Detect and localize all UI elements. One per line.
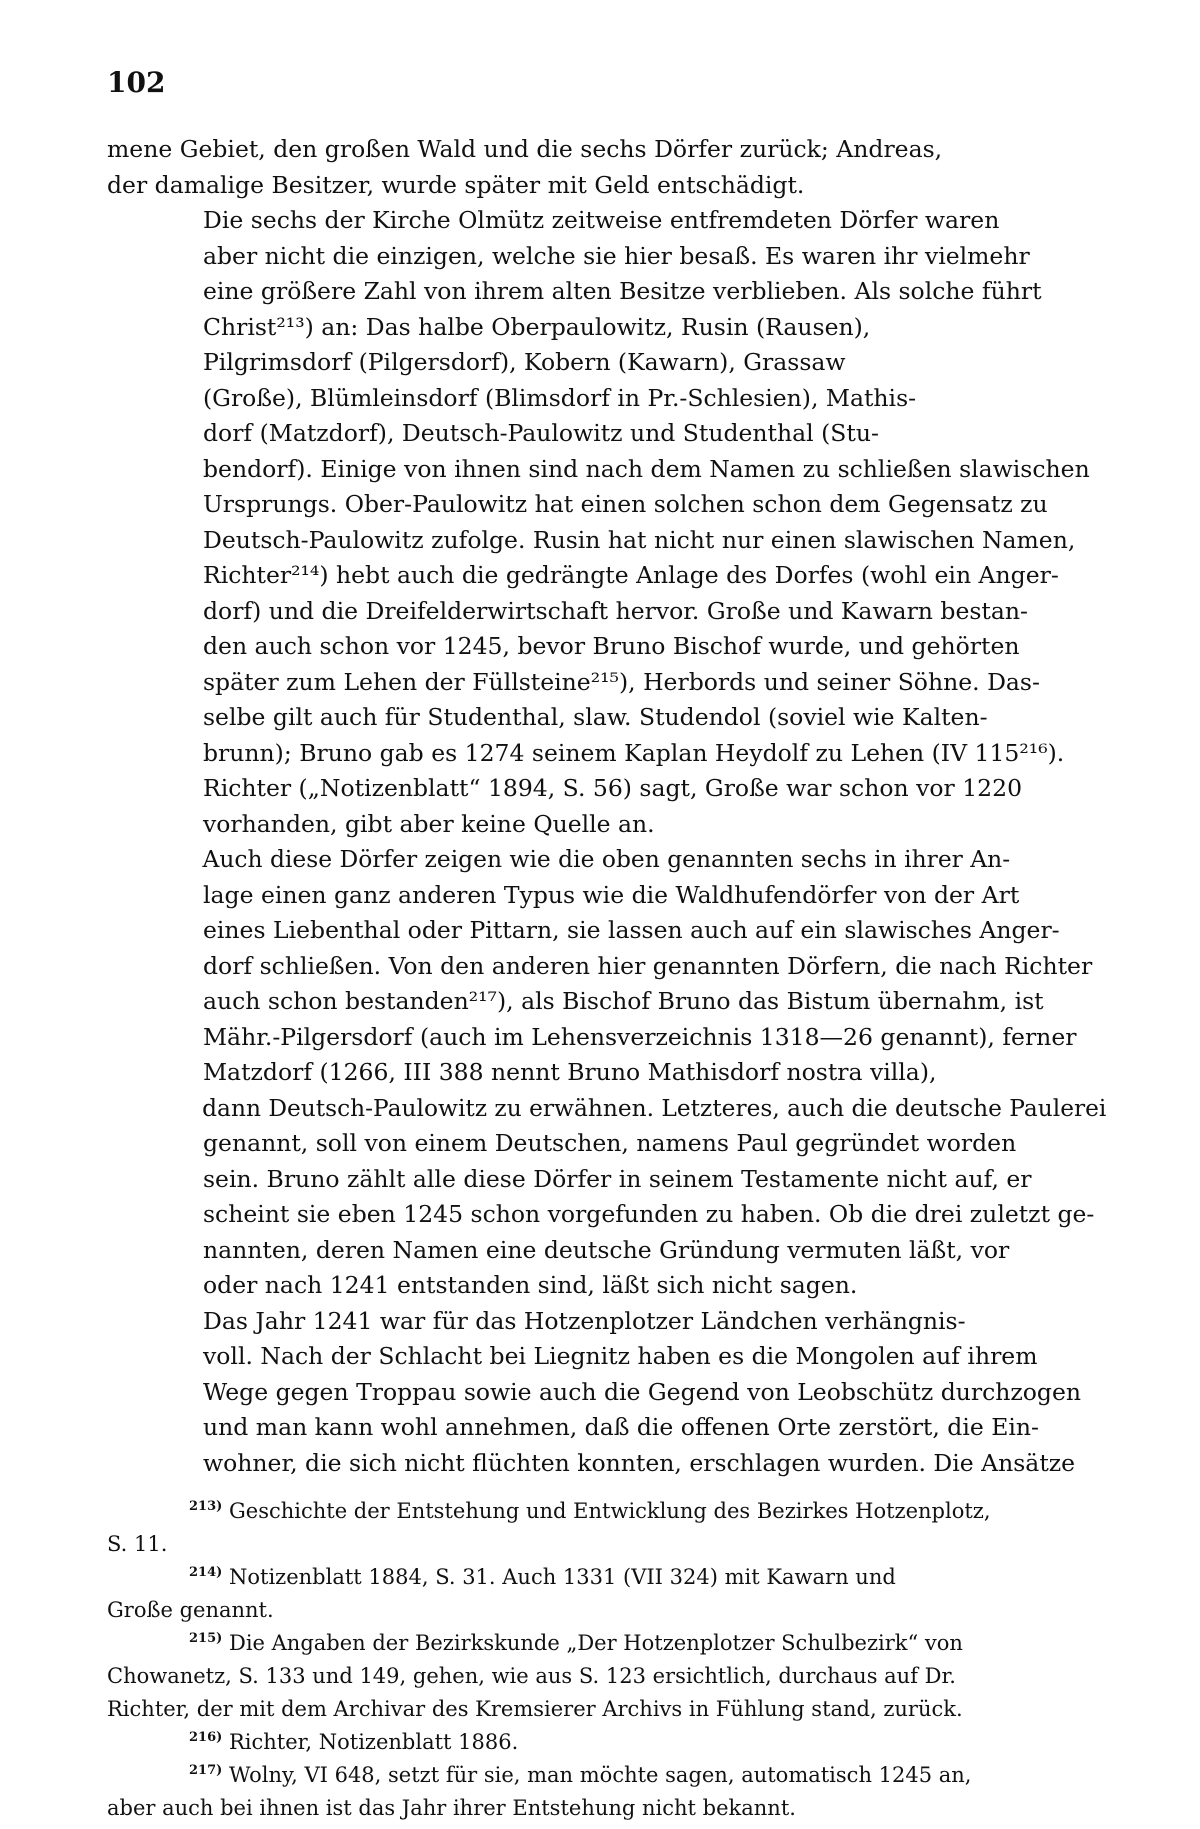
footnote-214 xyxy=(107,1561,1106,1627)
footnote-line: Chowanetz, S. 133 und 149, gehen, wie aus S. 123 ersichtlich, durchaus auf Dr. xyxy=(107,1664,956,1688)
footnote-215 xyxy=(107,1627,1106,1726)
text-line: später zum Lehen der Füllsteine²¹⁵), Herbords und seiner Söhne. Das- xyxy=(203,667,1040,696)
text-line: dorf) und die Dreifelderwirtschaft hervor. Große und Kawarn bestan- xyxy=(203,596,1028,625)
footnote-mark: 214) xyxy=(189,1565,223,1580)
footnote-line: S. 11. xyxy=(107,1532,168,1556)
text-line: nannten, deren Namen eine deutsche Gründung vermuten läßt, vor xyxy=(203,1235,1010,1264)
paragraph-3 xyxy=(107,842,1106,1304)
text-line: Das Jahr 1241 war für das Hotzenplotzer Ländchen verhängnis- xyxy=(203,1306,966,1335)
text-line: Wege gegen Troppau sowie auch die Gegend von Leobschütz durchzogen xyxy=(203,1377,1082,1406)
text-line: oder nach 1241 entstanden sind, läßt sich nicht sagen. xyxy=(203,1271,858,1299)
footnote-216 xyxy=(107,1726,1106,1759)
footnote-text: Wolny, VI 648, setzt für sie, man möchte sagen, automatisch 1245 an, xyxy=(228,1763,972,1787)
text-line: wohner, die sich nicht flüchten konnten, erschlagen wurden. Die Ansätze xyxy=(203,1448,1076,1477)
text-line: vorhanden, gibt aber keine Quelle an. xyxy=(203,809,655,838)
text-line: dann Deutsch-Paulowitz zu erwähnen. Letzteres, auch die deutsche Paulerei xyxy=(202,1093,1107,1122)
footnote-mark: 213) xyxy=(189,1499,223,1514)
text-line: und man kann wohl annehmen, daß die offenen Orte zerstört, die Ein- xyxy=(203,1413,1039,1441)
footnote-line xyxy=(107,1627,1106,1660)
text-line: sein. Bruno zählt alle diese Dörfer in seinem Testamente nicht auf, er xyxy=(203,1164,1032,1193)
text-line: (Große), Blümleinsdorf (Blimsdorf in Pr.-Schlesien), Mathis- xyxy=(203,383,917,412)
text-line: der damalige Besitzer, wurde später mit Geld entschädigt. xyxy=(107,170,805,199)
footnote-text: Notizenblatt 1884, S. 31. Auch 1331 (VII 324) mit Kawarn und xyxy=(228,1565,896,1589)
footnote-text: Die Angaben der Bezirkskunde „Der Hotzenplotzer Schulbezirk“ von xyxy=(228,1631,963,1655)
footnote-line xyxy=(107,1495,1106,1528)
text-line: den auch schon vor 1245, bevor Bruno Bischof wurde, und gehörten xyxy=(203,632,1020,660)
text-line: voll. Nach der Schlacht bei Liegnitz haben es die Mongolen auf ihrem xyxy=(203,1342,1038,1370)
text-line: aber nicht die einzigen, welche sie hier besaß. Es waren ihr vielmehr xyxy=(203,241,1030,270)
footnote-line xyxy=(107,1726,1106,1759)
text-line: dorf schließen. Von den anderen hier genannten Dörfern, die nach Richter xyxy=(203,951,1093,980)
footnote-line: Große genannt. xyxy=(107,1598,274,1622)
text-line: eines Liebenthal oder Pittarn, sie lassen auch auf ein slawisches Anger- xyxy=(203,916,1060,944)
footnote-line: Richter, der mit dem Archivar des Kremsierer Archivs in Fühlung stand, zurück. xyxy=(107,1697,963,1721)
paragraph-1 xyxy=(107,132,1106,203)
text-line: bendorf). Einige von ihnen sind nach dem Namen zu schließen slawischen xyxy=(203,454,1090,483)
text-line: eine größere Zahl von ihrem alten Besitze verblieben. Als solche führt xyxy=(203,277,1042,305)
footnote-mark: 215) xyxy=(189,1631,223,1646)
text-line: Auch diese Dörfer zeigen wie die oben genannten sechs in ihrer An- xyxy=(202,845,1011,873)
paragraph-2 xyxy=(107,203,1106,842)
text-line: Matzdorf (1266, III 388 nennt Bruno Mathisdorf nostra villa), xyxy=(203,1058,937,1086)
text-line: Richter²¹⁴) hebt auch die gedrängte Anlage des Dorfes (wohl ein Anger- xyxy=(203,561,1059,589)
paragraph-4 xyxy=(107,1304,1106,1482)
text-line: Ursprungs. Ober-Paulowitz hat einen solchen schon dem Gegensatz zu xyxy=(203,490,1048,518)
footnote-line xyxy=(107,1759,1106,1792)
text-line: Mähr.-Pilgersdorf (auch im Lehensverzeichnis 1318—26 genannt), ferner xyxy=(203,1022,1077,1051)
body-text xyxy=(107,132,1106,1481)
footnote-text: Geschichte der Entstehung und Entwicklung des Bezirkes Hotzenplotz, xyxy=(228,1499,991,1523)
text-line: lage einen ganz anderen Typus wie die Waldhufendörfer von der Art xyxy=(203,880,1020,909)
footnote-text: Richter, Notizenblatt 1886. xyxy=(228,1730,519,1754)
text-line: scheint sie eben 1245 schon vorgefunden zu haben. Ob die drei zuletzt ge- xyxy=(203,1200,1095,1228)
text-line: dorf (Matzdorf), Deutsch-Paulowitz und Studenthal (Stu- xyxy=(203,419,879,447)
text-line: Die sechs der Kirche Olmütz zeitweise entfremdeten Dörfer waren xyxy=(203,206,1000,234)
footnote-213 xyxy=(107,1495,1106,1561)
text-line: Pilgrimsdorf (Pilgersdorf), Kobern (Kawarn), Grassaw xyxy=(203,348,846,376)
footnote-line: aber auch bei ihnen ist das Jahr ihrer Entstehung nicht bekannt. xyxy=(107,1796,796,1820)
text-line: auch schon bestanden²¹⁷), als Bischof Bruno das Bistum übernahm, ist xyxy=(203,987,1044,1015)
text-line: Richter („Notizenblatt“ 1894, S. 56) sagt, Große war schon vor 1220 xyxy=(203,774,1023,802)
footnote-mark: 216) xyxy=(189,1730,223,1745)
text-line: selbe gilt auch für Studenthal, slaw. Studendol (soviel wie Kalten- xyxy=(203,703,988,731)
text-line: genannt, soll von einem Deutschen, namens Paul gegründet worden xyxy=(203,1129,1017,1157)
footnotes xyxy=(107,1495,1106,1825)
footnote-mark: 217) xyxy=(189,1763,223,1778)
text-line: Deutsch-Paulowitz zufolge. Rusin hat nicht nur einen slawischen Namen, xyxy=(203,525,1076,554)
footnote-line xyxy=(107,1561,1106,1594)
page-number: 102 xyxy=(107,66,166,99)
text-line: mene Gebiet, den großen Wald und die sechs Dörfer zurück; Andreas, xyxy=(107,135,943,163)
text-line: brunn); Bruno gab es 1274 seinem Kaplan Heydolf zu Lehen (IV 115²¹⁶). xyxy=(203,738,1065,767)
text-line: Christ²¹³) an: Das halbe Oberpaulowitz, Rusin (Rausen), xyxy=(203,312,871,341)
footnote-217 xyxy=(107,1759,1106,1825)
